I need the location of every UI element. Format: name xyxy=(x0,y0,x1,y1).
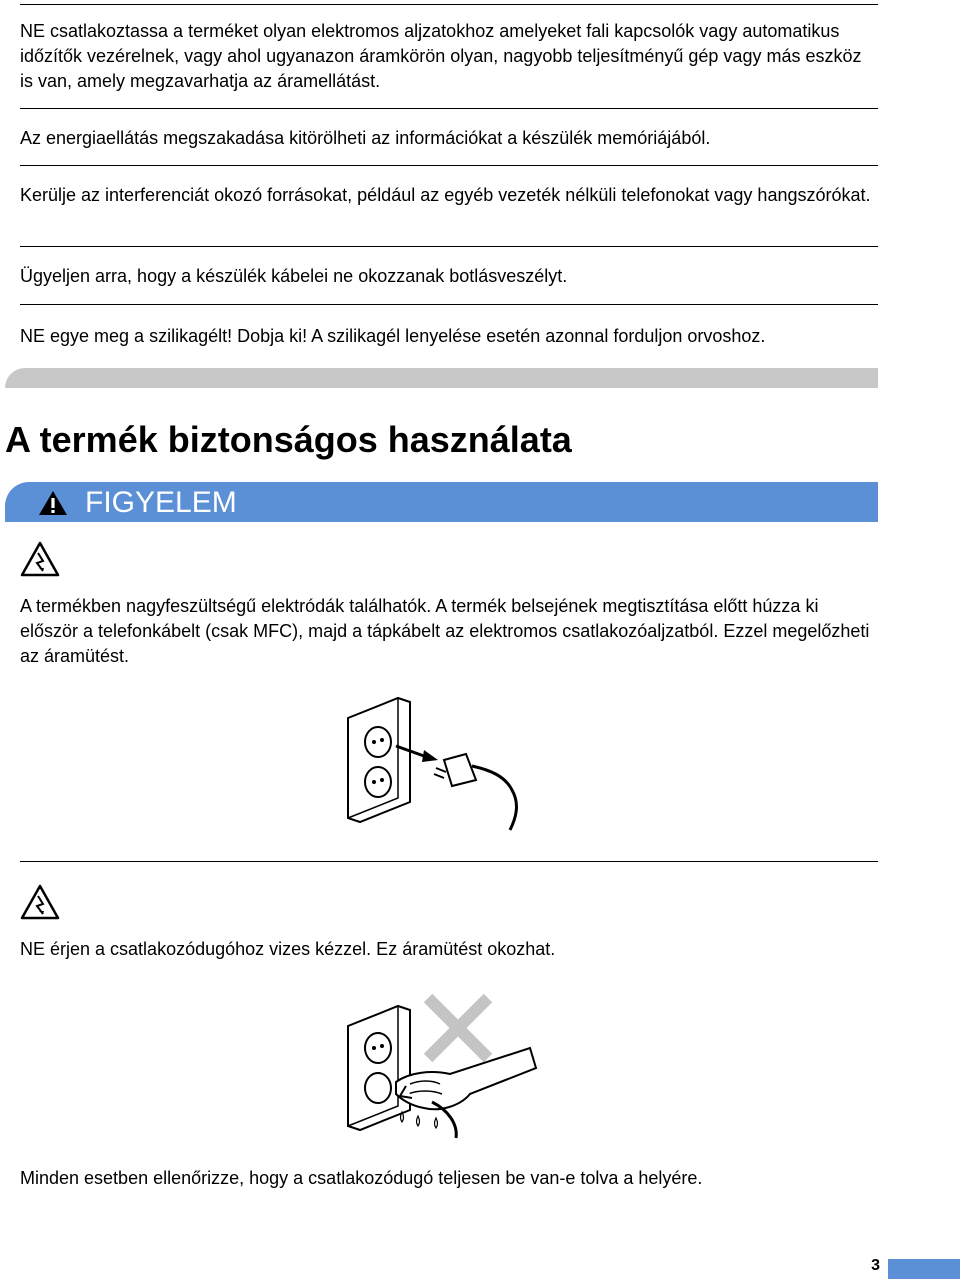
note-memory-loss: Az energiaellátás megszakadása kitörölheti az információkat a készülék memóriájából. xyxy=(20,128,711,148)
divider xyxy=(20,304,878,305)
warning-text-wet-hands: NE érjen a csatlakozódugóhoz vizes kézzel. Ez áramütést okozhat. xyxy=(20,939,556,959)
unplug-illustration xyxy=(340,690,540,840)
note-silica-gel: NE egye meg a szilikagélt! Dobja ki! A szilikagél lenyelése esetén azonnal forduljon orvoshoz. xyxy=(20,326,766,346)
final-note: Minden esetben ellenőrizze, hogy a csatlakozódugó teljesen be van-e tolva a helyére. xyxy=(20,1168,703,1188)
high-voltage-icon xyxy=(20,884,60,920)
divider xyxy=(20,165,878,166)
warning-triangle-icon xyxy=(38,490,68,516)
note-interference: Kerülje az interferenciát okozó forrásokat, például az egyéb vezeték nélküli telefonokat vagy hangszórókat. xyxy=(20,185,871,205)
note-power-outlet: NE csatlakoztassa a terméket olyan elektromos aljzatokhoz amelyeket fali kapcsolók vagy automatikus időzítők vezérelnek, vagy ahol ugyanazon áramkörön olyan, nagyobb teljesítményű gép vagy más eszköz is van, amely megzavarhatja az áramellátást. xyxy=(20,21,862,91)
warning-bar xyxy=(5,482,878,522)
section-title: A termék biztonságos használata xyxy=(5,419,572,460)
divider xyxy=(20,861,878,862)
divider xyxy=(20,108,878,109)
warning-label: FIGYELEM xyxy=(85,486,237,519)
high-voltage-icon xyxy=(20,541,60,577)
warning-text-electrodes: A termékben nagyfeszültségű elektródák találhatók. A termék belsejének megtisztítása előtt húzza ki először a telefonkábelt (csak MFC), majd a tápkábelt az elektromos csatlakozóaljzatból. Ezzel megelőzheti az áramütést. xyxy=(20,596,870,666)
page-number: 3 xyxy=(871,1257,880,1274)
page-tab xyxy=(888,1259,960,1279)
divider xyxy=(20,4,878,5)
section-band xyxy=(5,368,878,388)
divider xyxy=(20,246,878,247)
wet-hand-plug-illustration xyxy=(340,990,550,1140)
note-cables: Ügyeljen arra, hogy a készülék kábelei ne okozzanak botlásveszélyt. xyxy=(20,266,568,286)
